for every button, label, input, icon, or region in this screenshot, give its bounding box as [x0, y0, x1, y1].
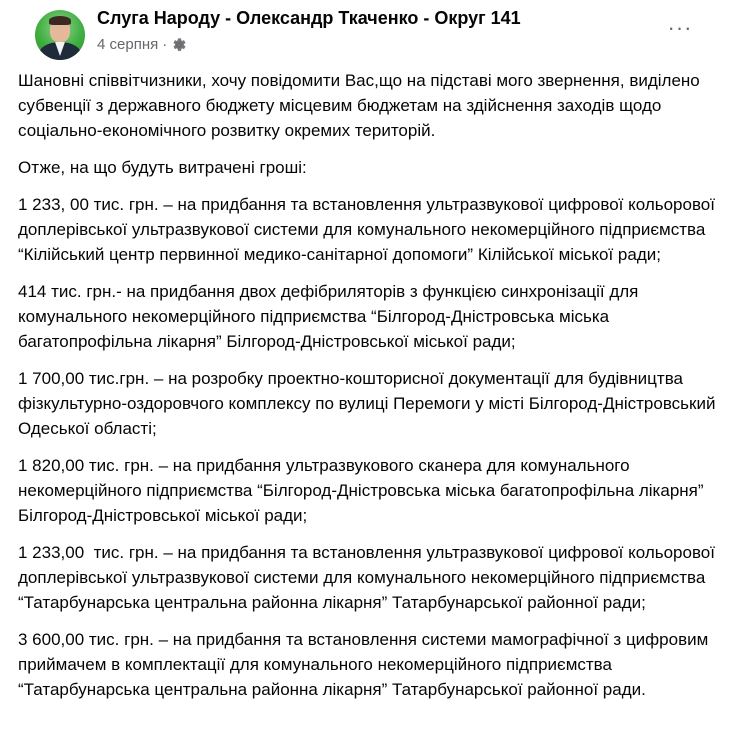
post-paragraph: Отже, на що будуть витрачені гроші:: [18, 158, 307, 177]
gear-icon[interactable]: [171, 37, 187, 53]
avatar-hair: [49, 16, 71, 25]
post-header: [18, 0, 716, 68]
post-text: [18, 68, 721, 714]
meta-separator: ·: [162, 36, 168, 53]
more-options-icon: ···: [667, 15, 693, 40]
post-paragraph: 3 600,00 тис. грн. – на придбання та встановлення системи мамографічної з цифровим приймачем в комплектації для комунального некомерційного підприємства “Татарбунарська центральна районна лікарня” Татарбунарської районної ради.: [18, 630, 714, 699]
author-name-link[interactable]: Слуга Народу - Олександр Ткаченко - Округ 141: [97, 8, 521, 28]
gear-icon-graphic: [171, 37, 187, 53]
post-paragraph: 1 233,00 тис. грн. – на придбання та встановлення ультразвукової цифрової кольорової доплерівської ультразвукової системи для комунального некомерційного підприємства “Татарбунарська центральна районна лікарня” Татарбунарської районної ради;: [18, 543, 720, 612]
post-meta: [97, 36, 187, 53]
more-options-button[interactable]: [662, 14, 698, 50]
post-paragraph: 1 233, 00 тис. грн. – на придбання та встановлення ультразвукової цифрової кольорової доплерівської ультразвукової системи для комунального некомерційного підприємства “Кілійський центр первинної медико-санітарної допомоги” Кілійської міської ради;: [18, 195, 720, 264]
post-paragraph: 1 820,00 тис. грн. – на придбання ультразвукового сканера для комунального некомерційного підприємства “Білгород-Дністровська міська багатопрофільна лікарня” Білгород-Дністровської міської ради;: [18, 456, 709, 525]
author-avatar[interactable]: [35, 10, 85, 60]
post-date-link[interactable]: 4 серпня: [97, 36, 159, 53]
post-paragraph: 414 тис. грн.- на придбання двох дефібриляторів з функцією синхронізації для комунального некомерційного підприємства “Білгород-Дністровська міська багатопрофільна лікарня” Білгород-Дністровської міської ради;: [18, 282, 644, 351]
post-paragraph: 1 700,00 тис.грн. – на розробку проектно-кошторисної документації для будівництва фізкультурно-оздоровчого комплексу по вулиці Перемоги у місті Білгород-Дністровський Одеської області;: [18, 369, 721, 438]
post-paragraph: Шановні співвітчизники, хочу повідомити Вас,що на підставі мого звернення, виділено субвенції з державного бюджету місцевим бюджетам на здійснення заходів щодо соціально-економічного розвитку окремих територій.: [18, 71, 710, 140]
